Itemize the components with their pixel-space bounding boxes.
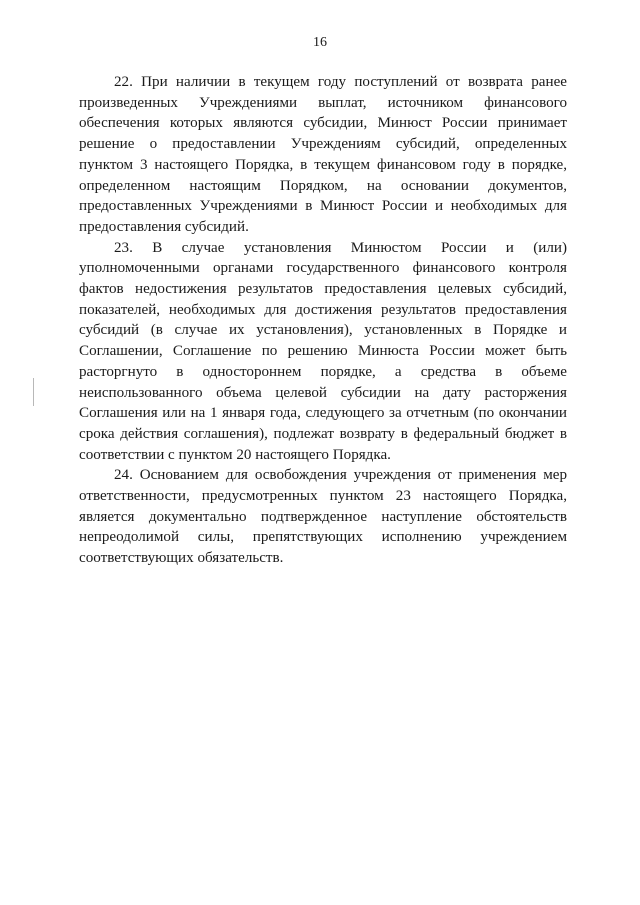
paragraph-23: 23. В случае установления Минюстом России и (или) уполномоченными органами государственного финансового контроля фактов недостижения результатов предоставления целевых субсидий, показателей, необходимых для достижения результатов предоставления субсидий (в случае их установления), установленных в Порядке и Соглашении, Соглашение по решению Минюста России может быть расторгнуто в одностороннем порядке, а средства в объеме неиспользованного объема целевой субсидии на дату расторжения Соглашения или на 1 января года, следующего за отчетным (по окончании срока действия соглашения), подлежат возврату в федеральный бюджет в соответствии с пунктом 20 настоящего Порядка. <box>79 239 567 463</box>
document-body <box>79 72 567 569</box>
paragraph-22: 22. При наличии в текущем году поступлений от возврата ранее произведенных Учреждениями выплат, источником финансового обеспечения которых являются субсидии, Минюст России принимает решение о предоставлении Учреждениям субсидий, определенных пунктом 3 настоящего Порядка, в текущем финансовом году в порядке, определенном настоящим Порядком, на основании документов, предоставленных Учреждениями в Минюст России и необходимых для предоставления субсидий. <box>79 74 567 235</box>
paragraph-24: 24. Основанием для освобождения учреждения от применения мер ответственности, предусмотренных пунктом 23 настоящего Порядка, является документально подтвержденное наступление обстоятельств непреодолимой силы, препятствующих исполнению учреждением соответствующих обязательств. <box>79 467 567 567</box>
page-number: 16 <box>313 35 327 50</box>
scan-margin-mark <box>33 378 34 406</box>
